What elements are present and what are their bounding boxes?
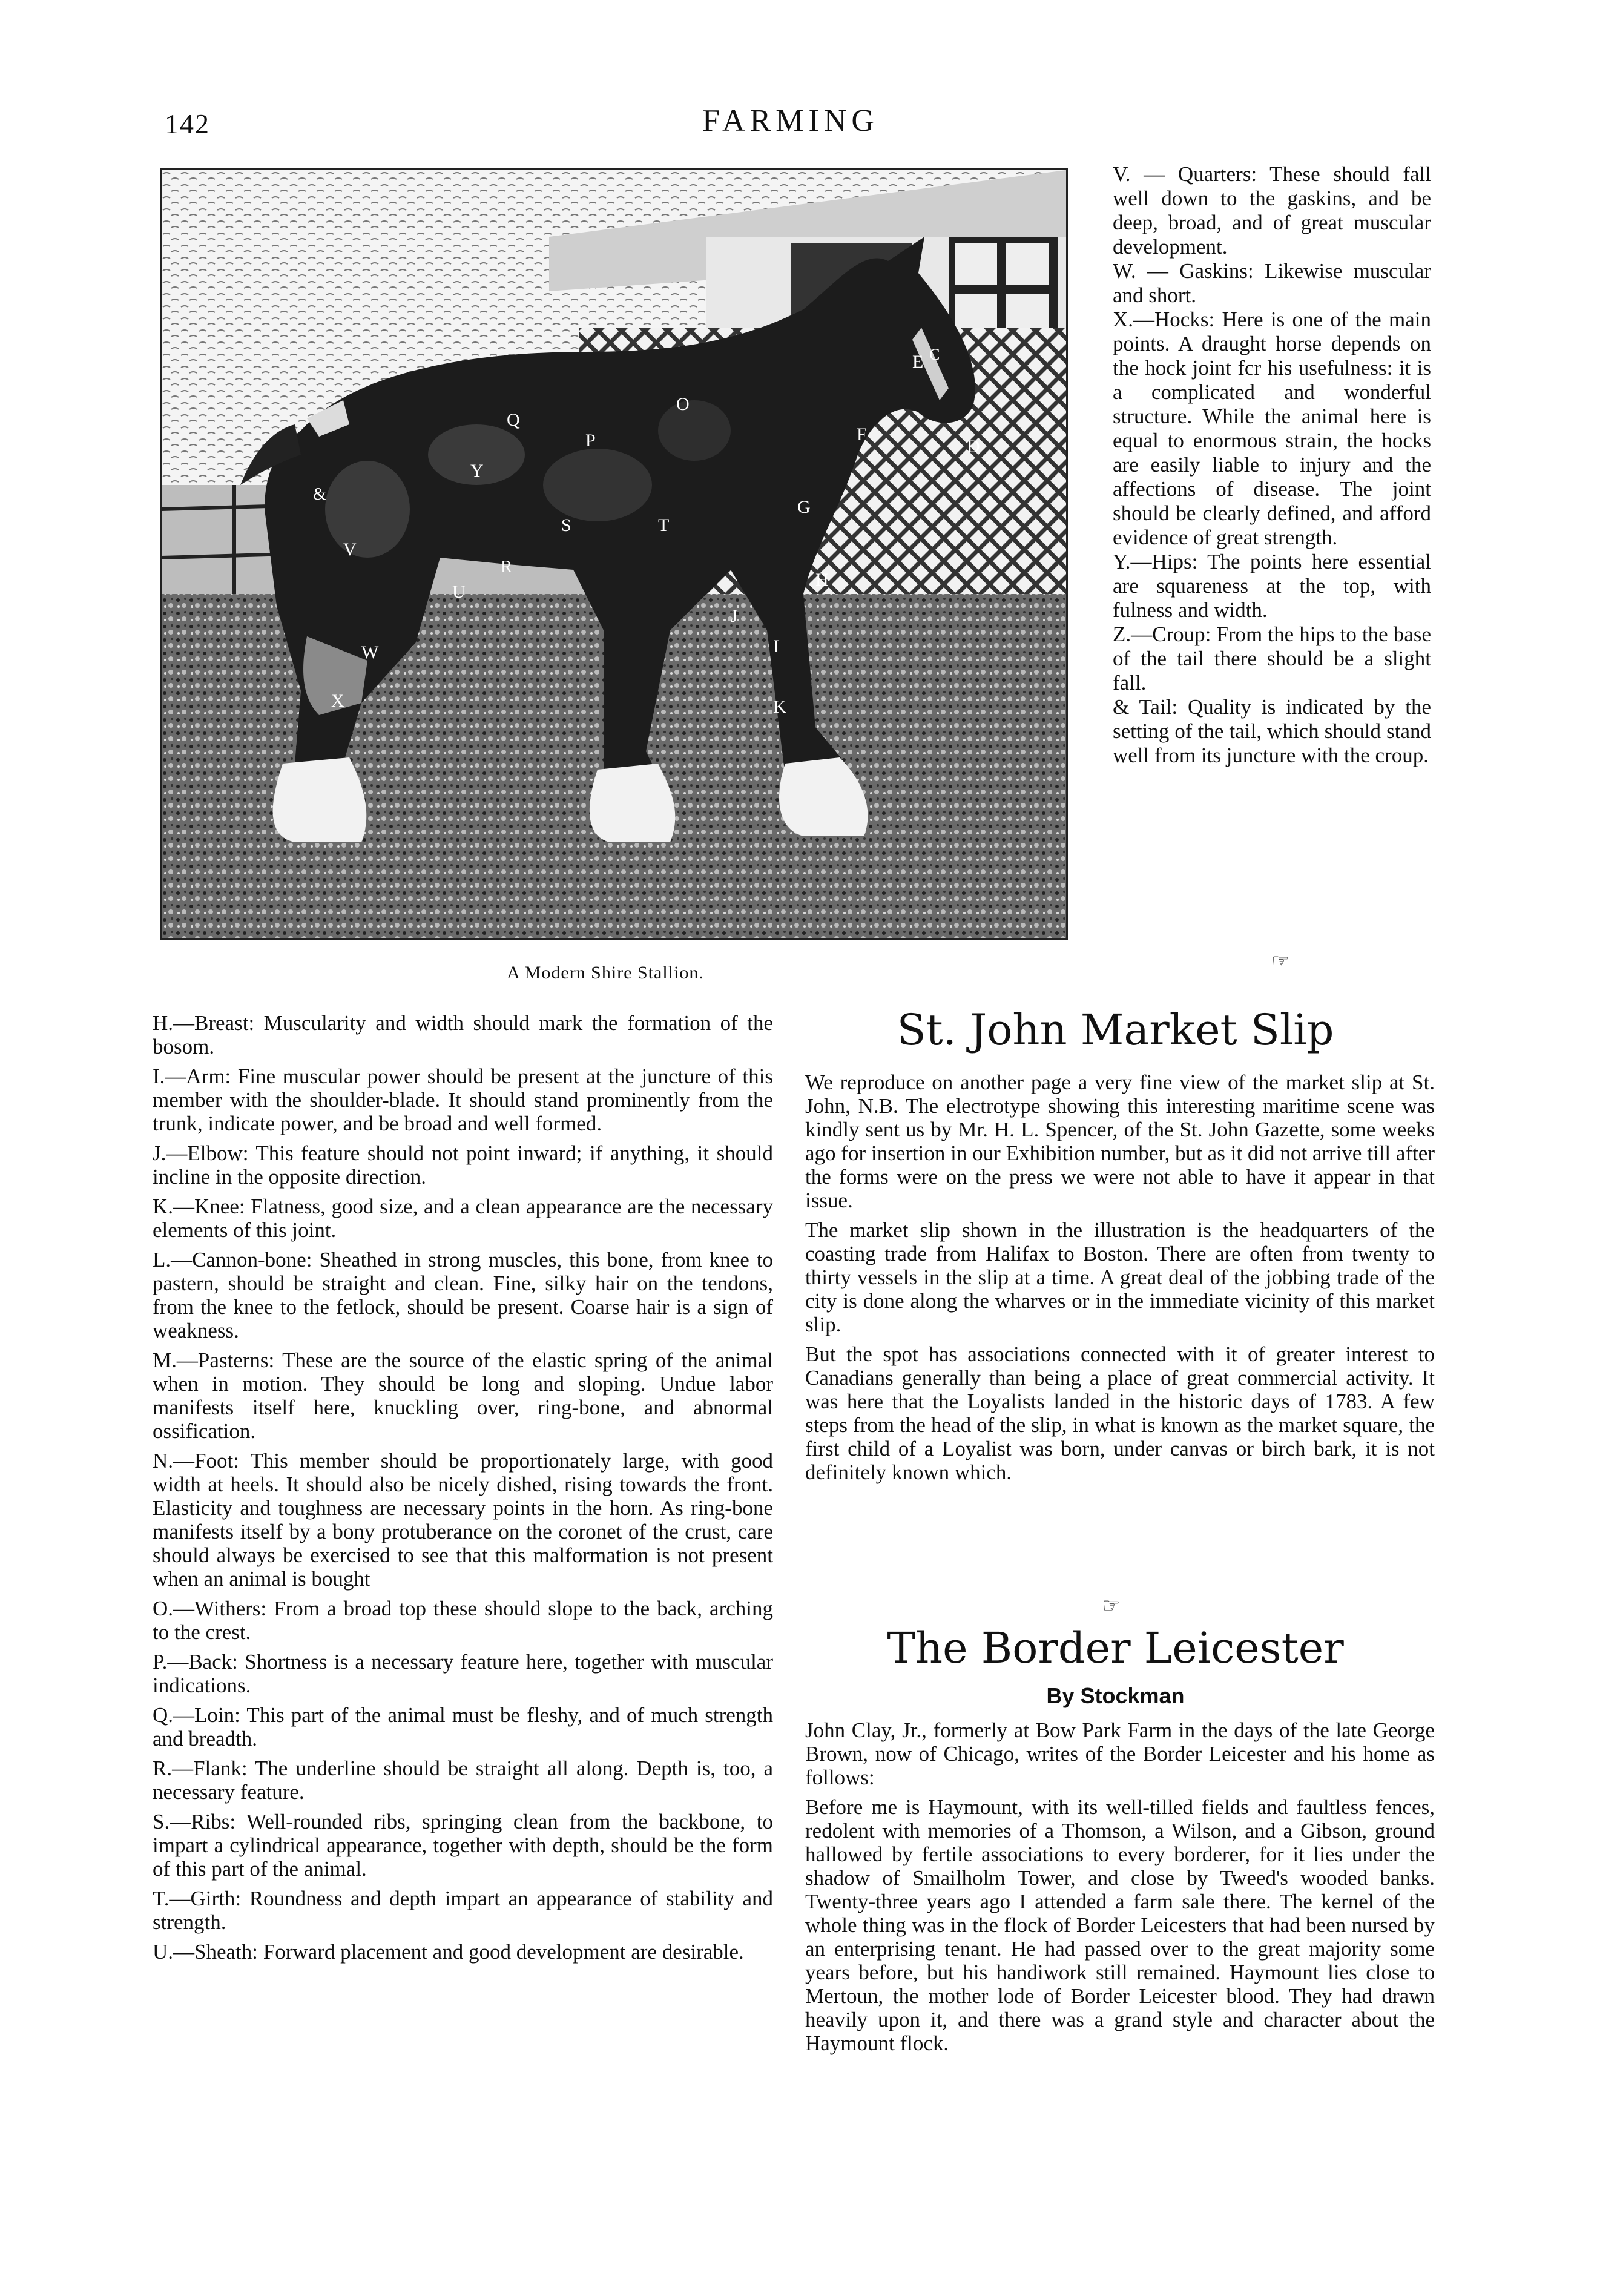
point-s: S.—Ribs: Well-rounded ribs, springing clean from the backbone, to impart a cylindrical appearance, together with depth, should be the form of this part of the animal. bbox=[153, 1810, 773, 1881]
point-letter: E bbox=[912, 352, 924, 372]
hand-ornament-icon: ☞ bbox=[1271, 951, 1290, 973]
point-r: R.—Flank: The underline should be straight all along. Depth is, too, a necessary feature. bbox=[153, 1757, 773, 1804]
point-j: J.—Elbow: This feature should not point inward; if anything, it should incline in the opposite direction. bbox=[153, 1141, 773, 1189]
point-n: N.—Foot: This member should be proportionately large, with good width at heels. It should also be nicely dished, rising towards the front. Elasticity and toughness are necessary points in the horn. As ring-bone manifests itself by a bony protuberance on the coronet of the crust, care should always be exercised to see that this malformation is not present when an animal is bought bbox=[153, 1449, 773, 1591]
point-letter: J bbox=[731, 606, 738, 626]
market-paragraph: The market slip shown in the illustration is the headquarters of the coasting trade from Halifax to Boston. There are often from twenty to thirty vessels in the slip at a time. A great deal of the jobbing trade of the city is done along the wharves or in the immediate vicinity of this market slip. bbox=[805, 1218, 1435, 1336]
point-t: T.—Girth: Roundness and depth impart an appearance of stability and strength. bbox=[153, 1887, 773, 1934]
hand-ornament-icon: ☞ bbox=[1102, 1595, 1121, 1617]
point-letter: Y bbox=[470, 461, 484, 481]
point-letter: R bbox=[501, 558, 512, 576]
point-h: H.—Breast: Muscularity and width should mark the formation of the bosom. bbox=[153, 1011, 773, 1058]
figure-caption: A Modern Shire Stallion. bbox=[507, 963, 704, 983]
point-letter: V bbox=[343, 539, 357, 559]
points-upper-column bbox=[1113, 162, 1431, 768]
point-u: U.—Sheath: Forward placement and good development are desirable. bbox=[153, 1940, 744, 1964]
point-l: L.—Cannon-bone: Sheathed in strong muscles, this bone, from knee to pastern, should be straight and clean. Fine, silky hair on the tendons, from the knee to the fetlock, should be present. Coarse hair is a sign of weakness. bbox=[153, 1248, 773, 1342]
point-x: X.—Hocks: Here is one of the main points. A draught horse depends on the hock joint fcr his usefulness: it is a complicated and wonderful structure. While the animal here is equal to enormous strain, the hocks are easily liable to injury and the affections of disease. The joint should be clearly defined, and afford evidence of great strength. bbox=[1113, 308, 1431, 549]
point-o: O.—Withers: From a broad top these should slope to the back, arching to the crest. bbox=[153, 1597, 773, 1644]
shire-stallion-illustration bbox=[160, 168, 1068, 940]
point-letter: H bbox=[815, 570, 829, 590]
point-letter: S bbox=[561, 515, 571, 535]
point-letter: U bbox=[452, 582, 466, 602]
point-letter: Q bbox=[507, 410, 520, 430]
point-tail: & Tail: Quality is indicated by the setting of the tail, which should stand well from its juncture with the croup. bbox=[1113, 695, 1431, 767]
point-letter: X bbox=[331, 691, 344, 711]
point-letter: K bbox=[773, 697, 786, 717]
running-title: FARMING bbox=[702, 104, 879, 138]
point-v: V. — Quarters: These should fall well down to the gaskins, and be deep, broad, and of great muscular development. bbox=[1113, 162, 1431, 259]
point-p: P.—Back: Shortness is a necessary feature here, together with muscular indications. bbox=[153, 1650, 773, 1697]
page-number: 142 bbox=[165, 108, 210, 139]
point-letter: D bbox=[967, 437, 980, 457]
market-paragraph: We reproduce on another page a very fine view of the market slip at St. John, N.B. The electrotype showing this interesting maritime scene was kindly sent us by Mr. H. L. Spencer, of the St. John Gazette, some weeks ago for insertion in our Exhibition number, but as it did not arrive till after the forms were on the press we were not able to have it appear in that issue. bbox=[805, 1070, 1435, 1212]
market-paragraph: But the spot has associations connected with it of greater interest to Canadians generally than being a place of great commercial activity. It was here that the Loyalists landed in the historic days of 1783. A few steps from the head of the slip, in what is known as the market square, the first child of a Loyalist was born, under canvas or birch bark, it is not definitely known which. bbox=[805, 1342, 1435, 1484]
point-letter: & bbox=[313, 485, 326, 504]
article-title-border-leicester: The Border Leicester bbox=[887, 1623, 1344, 1673]
article-market-body bbox=[805, 1070, 1435, 1490]
leicester-paragraph: Before me is Haymount, with its well-tilled fields and faultless fences, redolent with memories of a Thomson, a Wilson, and a Gibson, ground hallowed by fertile associations to every borderer, for it lies under the shadow of Smailholm Tower, and close by Tweed's wooded banks. Twenty-three years ago I attended a farm sale there. The kernel of the whole thing was in the flock of Border Leicesters that had been nursed by an enterprising tenant. He had passed over to the great majority some years before, but his handiwork still remained. Haymount lies close to Mertoun, the mother lode of Border Leicester blood. They had drawn heavily upon it, and there was a grand style and character about the Haymount flock. bbox=[805, 1795, 1435, 2055]
article-byline: By Stockman bbox=[1046, 1683, 1185, 1708]
point-y: Y.—Hips: The points here essential are squareness at the top, with fulness and width. bbox=[1113, 550, 1431, 622]
point-letter: C bbox=[929, 346, 940, 363]
point-letter: I bbox=[773, 636, 779, 656]
point-i: I.—Arm: Fine muscular power should be present at the juncture of this member with the shoulder-blade. It should stand prominently from the trunk, indicate power, and be broad and well formed. bbox=[153, 1064, 773, 1135]
point-letter: T bbox=[658, 515, 670, 535]
point-letter: G bbox=[797, 497, 811, 517]
leicester-paragraph: John Clay, Jr., formerly at Bow Park Farm in the days of the late George Brown, now of Chicago, writes of the Border Leicester and his home as follows: bbox=[805, 1718, 1435, 1789]
article-title-market-slip: St. John Market Slip bbox=[897, 1005, 1334, 1055]
point-z: Z.—Croup: From the hips to the base of the tail there should be a slight fall. bbox=[1113, 622, 1431, 694]
point-k: K.—Knee: Flatness, good size, and a clean appearance are the necessary elements of this joint. bbox=[153, 1195, 773, 1242]
point-letter: O bbox=[676, 394, 690, 414]
point-letter: F bbox=[857, 424, 867, 444]
article-leicester-body bbox=[805, 1718, 1435, 2061]
horse-engraving bbox=[162, 170, 1066, 938]
points-left-column bbox=[153, 1011, 773, 1970]
point-q: Q.—Loin: This part of the animal must be fleshy, and of much strength and breadth. bbox=[153, 1703, 773, 1750]
point-letter: W bbox=[361, 642, 379, 662]
point-m: M.—Pasterns: These are the source of the elastic spring of the animal when in motion. They should be long and sloping. Undue labor manifests itself here, knuckling over, ring-bone, and abnormal ossification. bbox=[153, 1348, 773, 1443]
point-letter: P bbox=[585, 431, 596, 450]
point-w: W. — Gaskins: Likewise muscular and short. bbox=[1113, 259, 1431, 307]
